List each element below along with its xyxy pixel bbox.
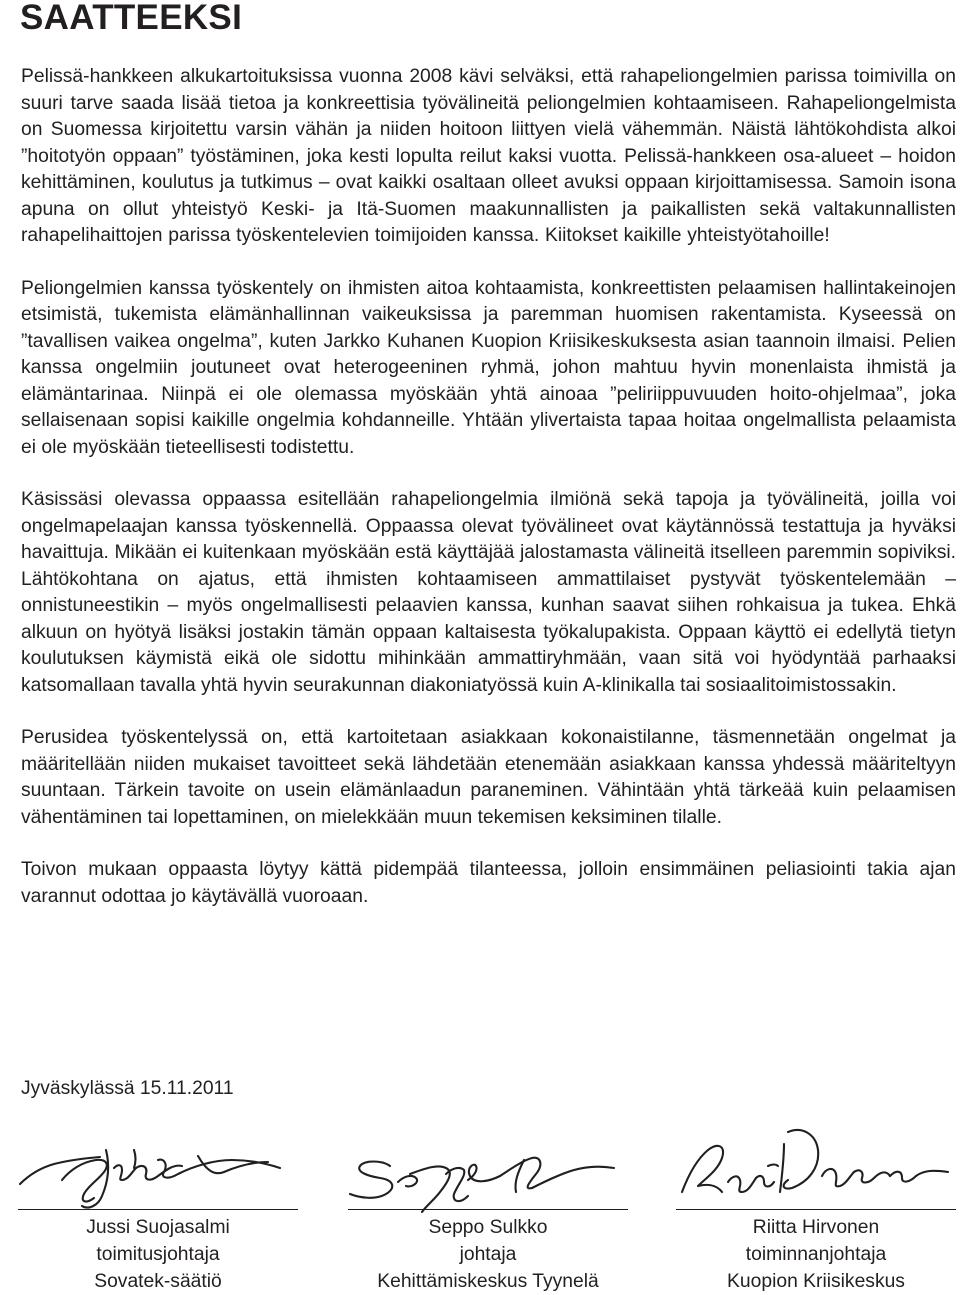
signatory-2-name: Seppo Sulkko [428,1217,548,1238]
letter-body [21,64,956,936]
signature-image-3 [676,1120,956,1215]
signature-block-3 [676,1120,956,1295]
paragraph-4: Perusidea työskentelyssä on, että kartoitetaan asiakkaan kokonaistilanne, täsmennetään ongelmat ja määritellään niiden mukaiset tavoitteet sekä lähdetään etenemään asiakkaan kanssa yhdessä määriteltyyn suuntaan. Tärkein tavoite on usein elämänlaadun paraneminen. Vähintään yhtä tärkeää kuin pelaamisen vähentäminen tai lopettaminen, on mielekkään muun tekemisen keksiminen tilalle. [21,727,956,828]
signatory-1-name: Jussi Suojasalmi [86,1217,230,1238]
signature-line-2 [348,1209,628,1210]
signatory-1-organization: Sovatek-säätiö [94,1271,222,1292]
signatory-3-role: toiminnanjohtaja [745,1244,887,1265]
signatory-2-role: johtaja [459,1244,517,1265]
signature-image-2 [348,1120,638,1215]
signatory-3-organization: Kuopion Kriisikeskus [727,1271,905,1292]
signatory-1 [18,1214,298,1295]
signature-block-2 [348,1120,638,1295]
paragraph-1: Pelissä-hankkeen alkukartoituksissa vuonna 2008 kävi selväksi, että rahapeliongelmien parissa toimivilla on suuri tarve saada lisää tietoa ja konkreettisia työvälineitä peliongelmien kohtaamiseen. Rahapeliongelmista on Suomessa kirjoitettu varsin vähän ja niiden hoitoon liittyen vielä vähemmän. Näistä lähtökohdista alkoi ”hoitotyön oppaan” työstäminen, joka kesti lopulta reilut kaksi vuotta. Pelissä-hankkeen osa-alueet – hoidon kehittäminen, koulutus ja tutkimus – ovat kaikki osaltaan olleet avuksi oppaan kirjoittamisessa. Samoin isona apuna on ollut yhteistyö Keski- ja Itä-Suomen maakunnallisten ja paikallisten sekä valtakunnallisten rahapelihaittojen parissa työskentelevien toimijoiden kanssa. Kiitokset kaikille yhteistyötahoille! [21,66,956,246]
signature-block-1 [18,1120,308,1295]
signature-image-1 [18,1120,308,1215]
signature-line-1 [18,1209,298,1210]
signatory-3 [676,1214,956,1295]
signatory-2-organization: Kehittämiskeskus Tyynelä [377,1271,599,1292]
signatory-3-name: Riitta Hirvonen [752,1217,880,1238]
signature-line-3 [676,1209,956,1210]
paragraph-3: Käsissäsi olevassa oppaassa esitellään rahapeliongelmia ilmiönä sekä tapoja ja työvälineitä, joilla voi ongelmapelaajan kanssa työskennellä. Oppaassa olevat työvälineet ovat käytännössä testattuja ja hyväksi havaittuja. Mikään ei kuitenkaan myöskään estä käyttäjää jalostamasta välineitä itselleen paremmin sopiviksi. Lähtökohtana on ajatus, että ihmisten kohtaamiseen ammattilaiset pystyvät työskentelemään – onnistuneestikin – myös ongelmallisesti pelaavien kanssa, kunhan saavat siihen rohkaisua ja tukea. Ehkä alkuun on hyötyä lisäksi jostakin tämän oppaan kaltaisesta työkalupakista. Oppaan käyttö ei edellytä tietyn koulutuksen käymistä eikä ole sidottu mihinkään ammattiryhmään, vaan sitä voi hyödyntää parhaaksi katsomallaan tavalla yhtä hyvin seurakunnan diakoniatyössä kuin A-klinikalla tai sosiaalitoimistossakin. [21,489,956,696]
dateline: Jyväskylässä 15.11.2011 [21,1078,234,1099]
page-title: SAATTEEKSI [20,0,243,37]
paragraph-2: Peliongelmien kanssa työskentely on ihmisten aitoa kohtaamista, konkreettisten pelaamisen hallintakeinojen etsimistä, tukemista elämänhallinnan vaikeuksissa ja paremman huomisen rakentamista. Kyseessä on ”tavallisen vaikea ongelma”, kuten Jarkko Kuhanen Kuopion Kriisikeskuksesta asian taannoin ilmaisi. Pelien kanssa ongelmiin joutuneet ovat heterogeeninen ryhmä, johon mahtuu hyvin monenlaista ihmistä ja elämäntarinaa. Niinpä ei ole olemassa myöskään yhtä ainoaa ”peliriippuvuuden hoito-ohjelmaa”, joka sellaisenaan sopisi kaikille ongelmia kohdanneille. Yhtään ylivertaista tapaa hoitaa ongelmallista pelaamista ei ole myöskään tieteellisesti todistettu. [21,277,956,458]
paragraph-5: Toivon mukaan oppaasta löytyy kättä pidempää tilanteessa, jolloin ensimmäinen peliasiointi takia ajan varannut odottaa jo käytävällä vuoroaan. [21,859,956,907]
signatory-2 [348,1214,628,1295]
signatory-1-role: toimitusjohtaja [96,1244,220,1265]
